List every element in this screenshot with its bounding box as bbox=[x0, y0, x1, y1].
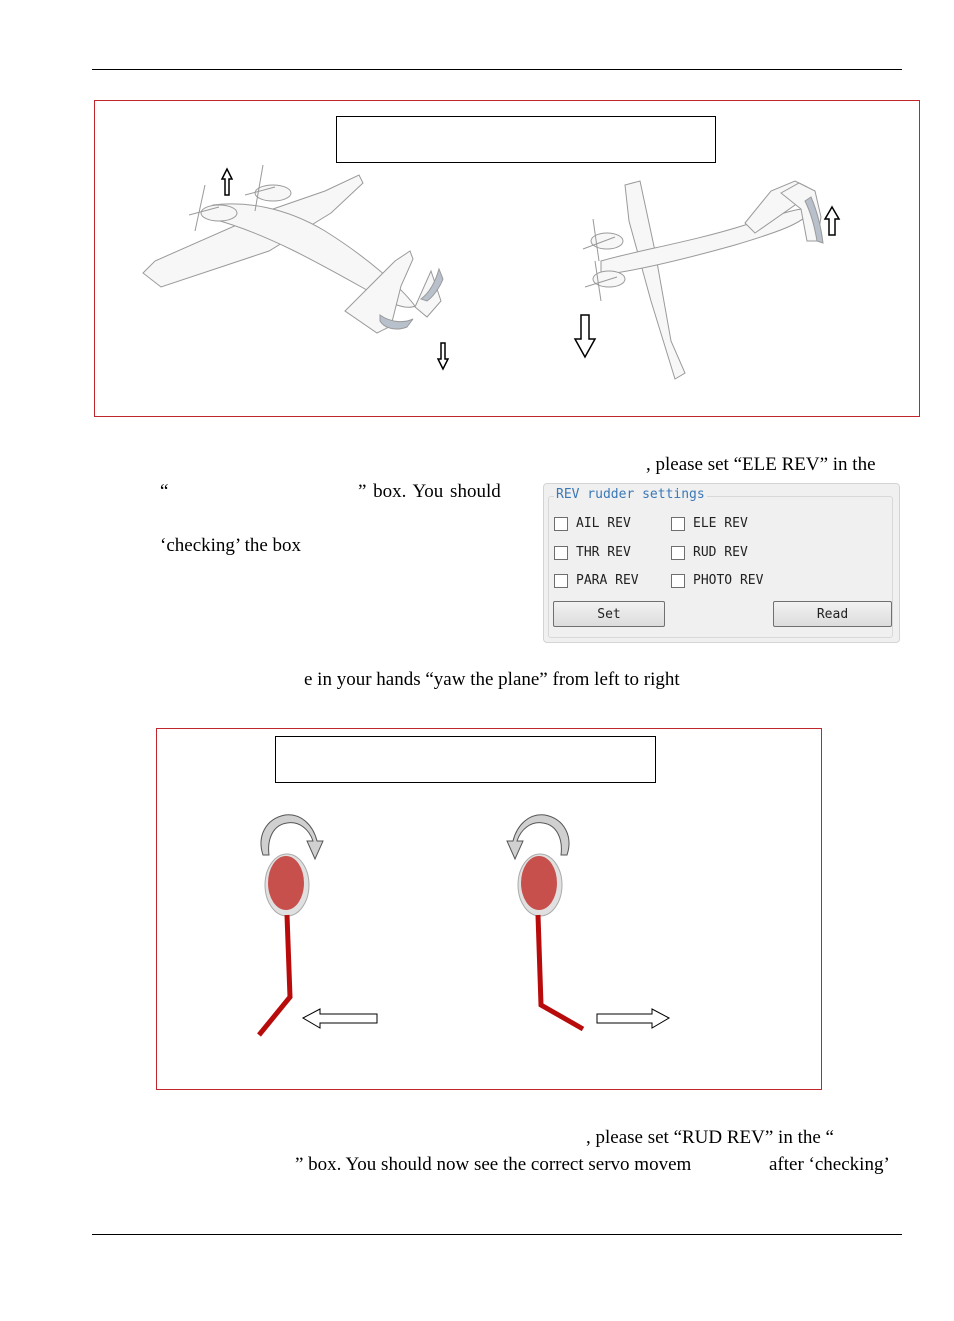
paragraph-3-line-1: , please set “RUD REV” in the “ bbox=[586, 1127, 834, 1148]
paragraph-1-line-2: ” box. You should bbox=[358, 481, 501, 502]
rev-settings-title: REV rudder settings bbox=[556, 487, 705, 502]
photo-rev-checkbox[interactable] bbox=[671, 574, 685, 588]
para-rev-checkbox-row[interactable] bbox=[554, 573, 639, 588]
para-rev-label: PARA REV bbox=[576, 573, 639, 588]
thr-rev-checkbox[interactable] bbox=[554, 546, 568, 560]
down-arrow-icon bbox=[438, 343, 448, 369]
elevator-illustration bbox=[95, 101, 919, 416]
ele-rev-checkbox-row[interactable] bbox=[671, 516, 748, 531]
photo-rev-label: PHOTO REV bbox=[693, 573, 764, 588]
thr-rev-checkbox-row[interactable] bbox=[554, 545, 631, 560]
footer-rule bbox=[92, 1234, 902, 1235]
ail-rev-checkbox-row[interactable] bbox=[554, 516, 631, 531]
rotate-clockwise-arrow-icon bbox=[261, 815, 323, 859]
paragraph-1-line-3: ‘checking’ the box bbox=[160, 535, 302, 556]
right-stick-illustration bbox=[507, 815, 669, 1029]
para-rev-checkbox[interactable] bbox=[554, 574, 568, 588]
rotate-counterclockwise-arrow-icon bbox=[507, 815, 569, 859]
read-button[interactable]: Read bbox=[773, 601, 892, 627]
up-arrow-icon bbox=[825, 207, 839, 235]
set-button[interactable]: Set bbox=[553, 601, 665, 627]
paragraph-1-line-1: , please set “ELE REV” in the bbox=[646, 454, 876, 475]
paragraph-2-line-1: e in your hands “yaw the plane” from left to right bbox=[304, 669, 680, 690]
paragraph-3-line-2a: ” box. You should now see the correct servo movem bbox=[295, 1154, 692, 1175]
ail-rev-label: AIL REV bbox=[576, 516, 631, 531]
down-arrow-icon bbox=[575, 315, 595, 357]
photo-rev-checkbox-row[interactable] bbox=[671, 573, 763, 588]
rev-settings-panel bbox=[543, 483, 900, 643]
ail-rev-checkbox[interactable] bbox=[554, 517, 568, 531]
rudder-illustration bbox=[157, 729, 821, 1089]
thr-rev-label: THR REV bbox=[576, 545, 631, 560]
left-stick-illustration bbox=[259, 815, 377, 1035]
rud-rev-label: RUD REV bbox=[693, 545, 748, 560]
paragraph-3-line-2b: after ‘checking’ bbox=[769, 1154, 890, 1175]
paragraph-1-open-quote: “ bbox=[160, 481, 169, 502]
plane-left-illustration bbox=[143, 165, 443, 333]
header-rule bbox=[92, 69, 902, 70]
ele-rev-label: ELE REV bbox=[693, 516, 748, 531]
ele-rev-checkbox[interactable] bbox=[671, 517, 685, 531]
plane-right-illustration bbox=[583, 181, 823, 379]
rud-rev-checkbox[interactable] bbox=[671, 546, 685, 560]
up-arrow-icon bbox=[222, 169, 232, 195]
right-arrow-icon bbox=[597, 1009, 669, 1028]
rud-rev-checkbox-row[interactable] bbox=[671, 545, 748, 560]
left-arrow-icon bbox=[303, 1009, 377, 1028]
